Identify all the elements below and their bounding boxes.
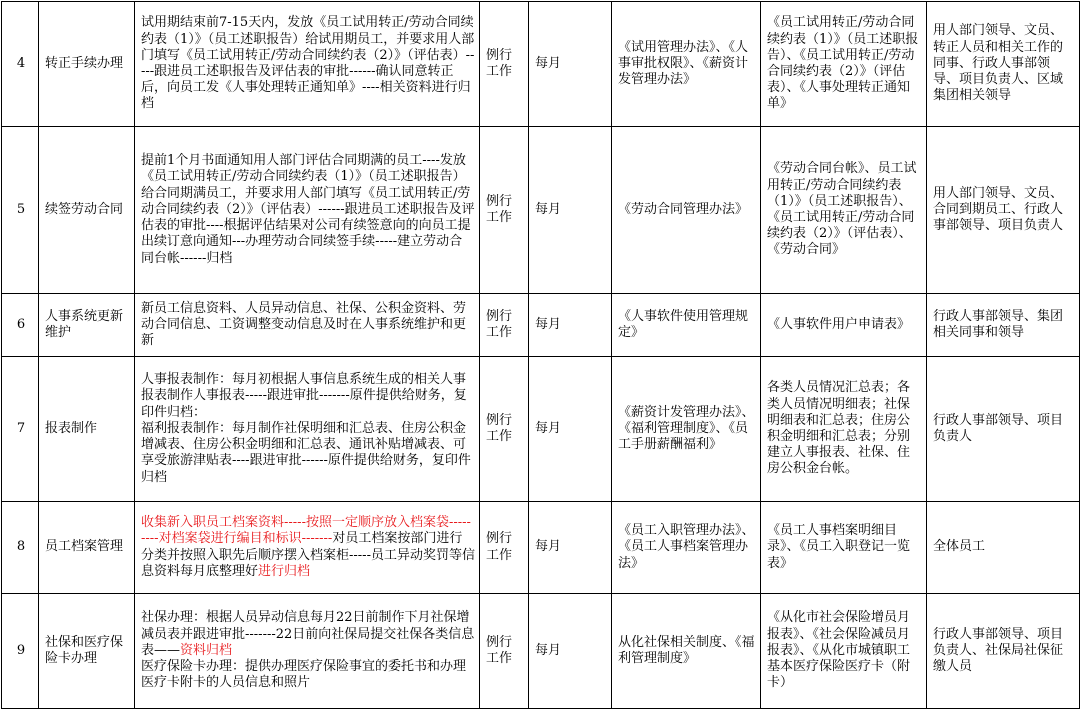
row-number: 8 [2,502,39,594]
related-documents: 《员工人事档案明细目录》、《员工入职登记一览表》 [761,502,927,594]
work-frequency: 每月 [529,594,612,709]
work-item: 报表制作 [39,357,135,502]
work-detail [135,294,480,357]
work-frequency: 每月 [529,2,612,127]
related-personnel: 行政人事部领导、项目负责人 [927,357,1080,502]
row-number: 6 [2,294,39,357]
work-detail [135,594,480,709]
row-number: 5 [2,127,39,294]
hr-work-table [1,1,1080,709]
row-number: 7 [2,357,39,502]
related-documents: 各类人员情况汇总表；各类人员情况明细表；社保明细表和汇总表；住房公积金明细和汇总表；分别建立人事报表、社保、住房公积金台帐。 [761,357,927,502]
detail-segment-highlight: 进行归档 [258,563,311,579]
table-row [2,127,1080,294]
work-type: 例行工作 [480,294,529,357]
work-item: 转正手续办理 [39,2,135,127]
reference-policy: 从化社保相关制度、《福利管理制度》 [612,594,761,709]
work-frequency: 每月 [529,127,612,294]
work-type: 例行工作 [480,594,529,709]
work-type: 例行工作 [480,127,529,294]
related-documents: 《人事软件用户申请表》 [761,294,927,357]
row-number: 9 [2,594,39,709]
related-documents: 《劳动合同台帐》、员工试用转正/劳动合同续约表（1）》（员工述职报告）、《员工试用转正/劳动合同续约表（2）》（评估表）、《劳动合同》 [761,127,927,294]
related-personnel: 用人部门领导、文员、合同到期员工、行政人事部领导、项目负责人 [927,127,1080,294]
reference-policy: 《试用管理办法》、《人事审批权限》、《薪资计发管理办法》 [612,2,761,127]
detail-segment: 新员工信息资料、人员异动信息、社保、公积金资料、劳动合同信息、工资调整变动信息及时在人事系统维护和更新 [141,300,467,349]
row-number: 4 [2,2,39,127]
work-item: 员工档案管理 [39,502,135,594]
related-personnel: 行政人事部领导、集团相关同事和领导 [927,294,1080,357]
detail-segment-highlight: 资料归档 [180,642,233,658]
reference-policy: 《薪资计发管理办法》、《福利管理制度》、《员工手册薪酬福利》 [612,357,761,502]
detail-segment: 人事报表制作：每月初根据人事信息系统生成的相关人事报表制作人事报表-----跟进审批-------原件提供给财务，复印件归档： 福利报表制作：每月制作社保明细和汇总表、住房公积金增减表、住房公积金明细和汇总表、通讯补贴增减表、可享受旅游津贴表----跟进审批------原件提供给财务，复印件归档 [141,372,471,485]
detail-segment: 提前1个月书面通知用人部门评估合同期满的员工----发放《员工试用转正/劳动合同续约表（1）》（员工述职报告）给合同期满员工，并要求用人部门填写《员工试用转正/劳动合同续约表（2）》（评估表）------跟进员工述职报告及评估表的审批----根据评估结果对公司有续签意向的向员工提出续订意向通知---办理劳动合同续签手续-----建立劳动合同台帐------归档 [141,153,475,266]
table-row [2,2,1080,127]
work-frequency: 每月 [529,357,612,502]
table-row [2,594,1080,709]
work-detail [135,127,480,294]
work-type: 例行工作 [480,357,529,502]
reference-policy: 《员工入职管理办法》、《员工人事档案管理办法》 [612,502,761,594]
work-type: 例行工作 [480,502,529,594]
related-personnel: 行政人事部领导、项目负责人、社保局社保征缴人员 [927,594,1080,709]
detail-segment: 医疗保险卡办理：提供办理医疗保险事宜的委托书和办理医疗卡附卡的人员信息和照片 [141,659,467,691]
related-personnel: 全体员工 [927,502,1080,594]
work-frequency: 每月 [529,294,612,357]
detail-segment-highlight: 收集新入职员工档案资料-----按照一定顺序放入档案袋---------对档案袋进行编目和标识------- [141,515,471,547]
work-detail [135,2,480,127]
work-type: 例行工作 [480,2,529,127]
work-frequency: 每月 [529,502,612,594]
table-row [2,502,1080,594]
related-personnel: 用人部门领导、文员、转正人员和相关工作的同事、行政人事部领导、项目负责人、区域集团相关领导 [927,2,1080,127]
work-item: 人事系统更新维护 [39,294,135,357]
table-row [2,294,1080,357]
reference-policy: 《人事软件使用管理规定》 [612,294,761,357]
work-detail [135,357,480,502]
work-item: 续签劳动合同 [39,127,135,294]
detail-segment: 对员工档案按部门进行分类并按照入职先后顺序摆入档案柜-----员工异动奖罚等信息资料每月底整理好 [141,531,475,579]
detail-segment: 社保办理：根据人员异动信息每月22日前制作下月社保增减员表并跟进审批-------22日前向社保局提交社保各类信息表—— [141,610,475,658]
table-row [2,357,1080,502]
detail-segment: 试用期结束前7-15天内，发放《员工试用转正/劳动合同续约表（1）》（员工述职报告）给试用期员工，并要求用人部门填写《员工试用转正/劳动合同续约表（2）》（评估表）-----跟进员工述职报告及评估表的审批------确认同意转正后，向员工发《人事处理转正通知单》----相关资料进行归档 [141,15,475,112]
related-documents: 《从化市社会保险增员月报表》、《社会保险减员月报表》、《从化市城镇职工基本医疗保险医疗卡（附卡） [761,594,927,709]
reference-policy: 《劳动合同管理办法》 [612,127,761,294]
work-item: 社保和医疗保险卡办理 [39,594,135,709]
work-detail [135,502,480,594]
related-documents: 《员工试用转正/劳动合同续约表（1）》（员工述职报告）、《员工试用转正/劳动合同续约表（2）》（评估表）、《人事处理转正通知单》 [761,2,927,127]
